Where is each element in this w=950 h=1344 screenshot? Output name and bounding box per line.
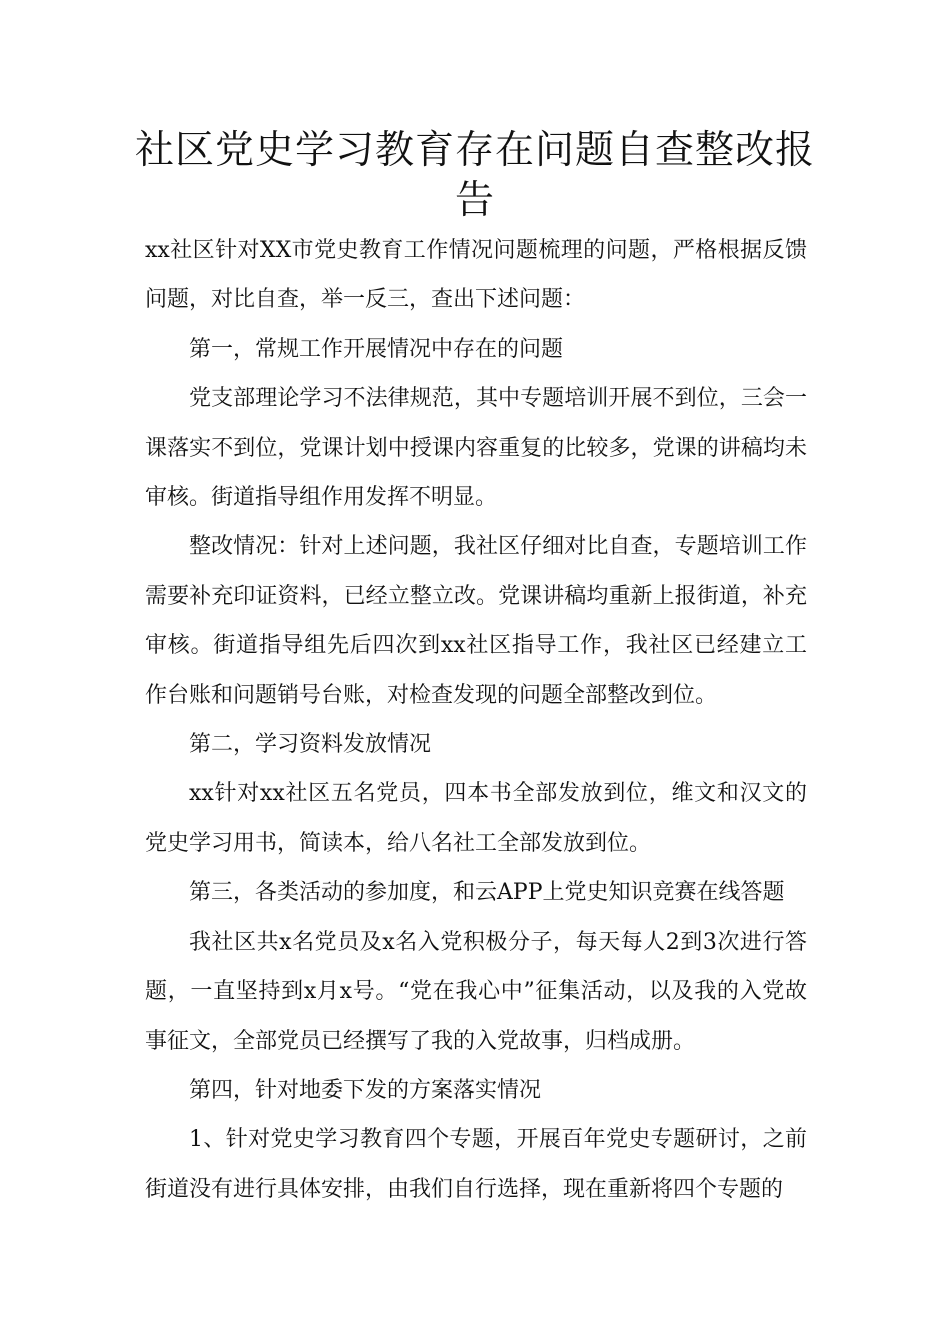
section-heading-1: 第一，常规工作开展情况中存在的问题 (189, 336, 564, 362)
section-heading-4: 第四，针对地委下发的方案落实情况 (189, 1077, 542, 1103)
paragraph-activities: 我社区共x名党员及x名入党积极分子，每天每人2到3次进行答题，一直坚持到x月x号。“党在我心中”征集活动，以及我的入党故事征文，全部党员已经撰写了我的入党故事，归档成册。 (145, 929, 807, 1054)
section-heading-2: 第二，学习资料发放情况 (189, 732, 432, 758)
paragraph-problem-1: 党支部理论学习不法律规范，其中专题培训开展不到位，三会一课落实不到位，党课计划中授课内容重复的比较多，党课的讲稿均未审核。街道指导组作用发挥不明显。 (145, 386, 807, 511)
intro-paragraph: xx社区针对XX市党史教育工作情况问题梳理的问题，严格根据反馈问题，对比自查，举一反三，查出下述问题： (145, 238, 807, 313)
paragraph-plan-1: 1、针对党史学习教育四个专题，开展百年党史专题研讨，之前街道没有进行具体安排，由我们自行选择，现在重新将四个专题的 (145, 1127, 807, 1202)
paragraph-rectification: 整改情况：针对上述问题，我社区仔细对比自查，专题培训工作需要补充印证资料，已经立整立改。党课讲稿均重新上报街道，补充审核。街道指导组先后四次到xx社区指导工作，我社区已经建立工作台账和问题销号台账，对检查发现的问题全部整改到位。 (145, 534, 807, 708)
section-heading-3: 第三，各类活动的参加度，和云APP上党史知识竞赛在线答题 (189, 880, 785, 906)
document-body (145, 226, 807, 1214)
paragraph-materials: xx针对xx社区五名党员，四本书全部发放到位，维文和汉文的党史学习用书，简读本，给八名社工全部发放到位。 (145, 781, 807, 856)
document-title: 社区党史学习教育存在问题自查整改报告 (134, 128, 815, 223)
